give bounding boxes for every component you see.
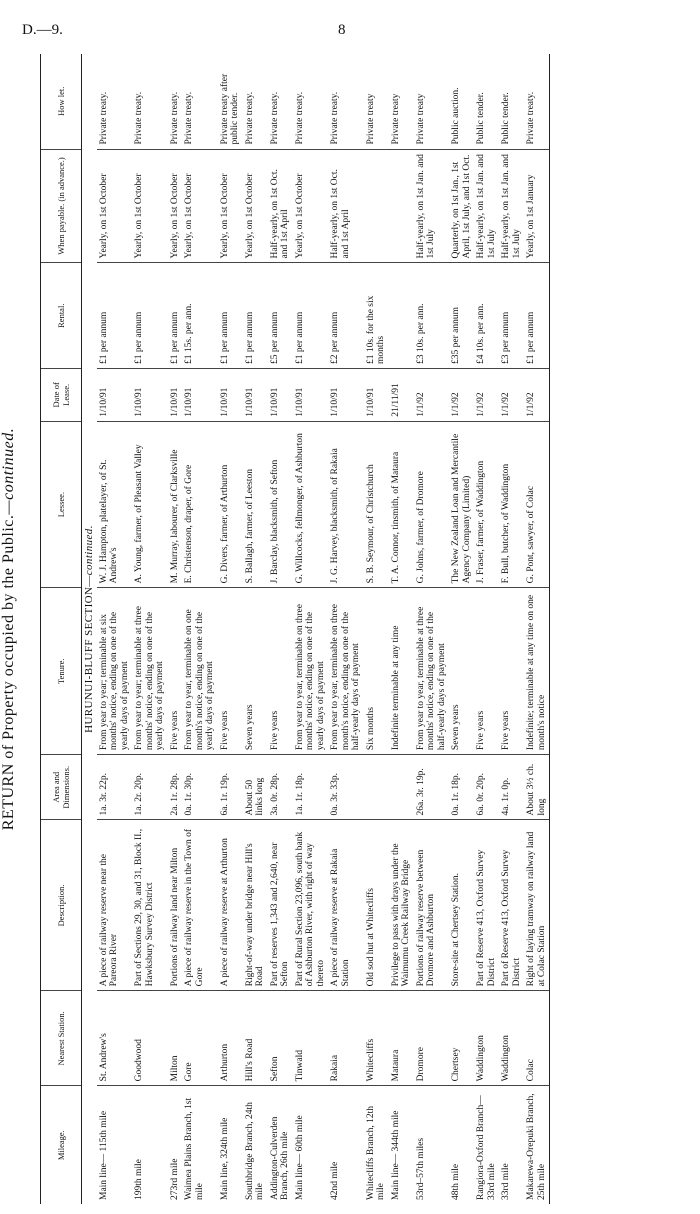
table-cell: A piece of railway reserve at Rakaia Station [328, 820, 364, 991]
table-cell: Waddington [474, 991, 499, 1086]
table-cell: Main line, 324th mile [219, 1117, 230, 1200]
table-cell: 1/10/91 [168, 368, 183, 421]
table-cell: Private treaty [364, 54, 389, 149]
table-cell: 6a. 1r. 19p. [218, 755, 243, 820]
table-cell [364, 149, 389, 263]
table-cell: Privilege to pass with drays under the Waimumu Creek Railway Bridge [389, 820, 414, 991]
table-cell: Colac [524, 991, 550, 1086]
table-cell: £1 per annum [243, 263, 268, 369]
table-row [218, 54, 243, 1204]
title-continued: —continued. [0, 427, 17, 515]
table-cell: Yearly, on 1st October [243, 149, 268, 263]
section-heading-row [82, 54, 97, 1204]
table-row [499, 54, 524, 1204]
table-cell: Half-yearly, on 1st Jan. and 1st July [474, 149, 499, 263]
table-cell: Gore [182, 991, 218, 1086]
table-cell: Waimea Plains Branch, 1st mile [184, 1097, 205, 1200]
table-cell: 1a. 1r. 18p. [293, 755, 329, 820]
table-cell: Right-of-way under bridge near Hill's Road [243, 820, 268, 991]
table-cell: £3 per annum [499, 263, 524, 369]
table-cell: Private treaty [414, 54, 450, 149]
table-cell: J. Barclay, blacksmith, of Sefton [268, 421, 293, 588]
table-cell: Chertsey [449, 991, 474, 1086]
document-reference: D.—9. [22, 22, 63, 38]
section-heading [82, 54, 97, 1204]
table-cell: 1/10/91 [243, 368, 268, 421]
rotated-page-content [0, 44, 700, 1214]
table-cell: 1a. 2r. 20p. [132, 755, 168, 820]
table-cell: 3a. 0r. 28p. [268, 755, 293, 820]
table-cell: S. Ballagh, farmer, of Leeston [243, 421, 268, 588]
table-row [524, 54, 550, 1204]
table-cell: G. Willcocks, fellmonger, of Ashburton [293, 421, 329, 588]
table-cell: Sefton [268, 991, 293, 1086]
table-cell: 1/10/91 [97, 368, 133, 421]
table-cell [364, 755, 389, 820]
table-cell: Rakaia [328, 991, 364, 1086]
table-cell: £3 10s. per ann. [414, 263, 450, 369]
table-cell: Yearly, on 1st October [218, 149, 243, 263]
table-cell: From year to year, terminable on one month's notice, ending on one of the yearly days of payment [182, 588, 218, 755]
property-return-table [40, 54, 550, 1204]
table-cell: Indefinite; terminable at any time on one month's notice [524, 588, 550, 755]
column-header: Nearest Station. [41, 991, 82, 1086]
table-row [414, 54, 450, 1204]
table-cell: Seven years [243, 588, 268, 755]
table-cell: Part of Reserve 413, Oxford Survey District [474, 820, 499, 991]
table-cell: J. G. Harvey, blacksmith, of Rakaia [328, 421, 364, 588]
table-cell: Waddington [499, 991, 524, 1086]
table-cell: Quarterly, on 1st Jan., 1st April, 1st July, and 1st Oct. [449, 149, 474, 263]
table-row [268, 54, 293, 1204]
column-header: Rental. [41, 263, 82, 369]
table-row [97, 54, 133, 1204]
table-cell: A piece of railway reserve in the Town of Gore [182, 820, 218, 991]
table-cell: Part of Rural Section 23,096, south bank of Ashburton River, with right of way thereto [293, 820, 329, 991]
table-cell: 0a. 3r. 33p. [328, 755, 364, 820]
table-cell: 2a. 1r. 28p. [168, 755, 183, 820]
table-cell: £35 per annum [449, 263, 474, 369]
table-cell: Seven years [449, 588, 474, 755]
table-cell: From year to year, terminable on three months' notice, ending on one of the yearly days of payment [293, 588, 329, 755]
table-cell: G. Divers, farmer, of Arthurton [218, 421, 243, 588]
table-cell: Main line— 60th mile [294, 1115, 305, 1200]
table-cell: Right of laying tramway on railway land at Colac Station [524, 820, 550, 991]
table-cell: £1 per annum [168, 263, 183, 369]
table-cell: 1/10/91 [364, 368, 389, 421]
table-row [293, 54, 329, 1204]
table-cell: Goodwood [132, 991, 168, 1086]
table-cell: A. Young, farmer, of Pleasant Valley [132, 421, 168, 588]
table-cell: Public tender. [474, 54, 499, 149]
column-header: When payable. (in advance.) [41, 149, 82, 263]
table-cell: 42nd mile [330, 1161, 340, 1200]
table-cell: £1 per annum [293, 263, 329, 369]
table-cell: Part of reserves 1,343 and 2,640, near Sefton [268, 820, 293, 991]
table-cell: From year to year, terminable on three month's notice, ending on one of the half-yearly days of payment [328, 588, 364, 755]
table-cell: 0a. 1r. 30p. [182, 755, 218, 820]
column-header: Date of Lease. [41, 368, 82, 421]
table-cell: 1/10/91 [218, 368, 243, 421]
table-cell: 1a. 3r. 22p. [97, 755, 133, 820]
table-cell: Mataura [389, 991, 414, 1086]
table-cell: Main line— 344th mile [390, 1110, 401, 1200]
table-cell: J. Fraser, farmer, of Waddington [474, 421, 499, 588]
table-row [243, 54, 268, 1204]
table-cell: T. A. Connor, tinsmith, of Mataura [389, 421, 414, 588]
table-cell: F. Bull, butcher, of Waddington [499, 421, 524, 588]
table-row [168, 54, 183, 1204]
table-cell: Public tender. [499, 54, 524, 149]
table-cell: 1/1/92 [524, 368, 550, 421]
table-cell: Five years [474, 588, 499, 755]
section-name: HURUNUI-BLUFF SECTION— [83, 575, 95, 733]
table-cell: £1 10s. for the six months [364, 263, 389, 369]
table-cell: Yearly, on 1st October [182, 149, 218, 263]
table-cell: Private treaty after public tender. [218, 54, 243, 149]
table-cell: Half-yearly, on 1st Jan. and 1st July [499, 149, 524, 263]
table-cell: Part of Sections 29, 30, and 31, Block II., Hawksbury Survey District [132, 820, 168, 991]
table-cell: Yearly, on 1st October [97, 149, 133, 263]
title-main: RETURN of Property occupied by the Public. [0, 514, 17, 831]
table-cell: £2 per annum [328, 263, 364, 369]
table-cell: From year to year; terminable at three months' notice, ending on one of the yearly days of payment [132, 588, 168, 755]
table-cell: 21/11/91 [389, 368, 414, 421]
table-cell: Old sod hut at Whitecliffs [364, 820, 389, 991]
table-cell: Portions of railway land near Milton [168, 820, 183, 991]
table-cell: Private treaty. [132, 54, 168, 149]
table-cell: 33rd mile [501, 1163, 511, 1200]
table-cell: £1 per annum [524, 263, 550, 369]
table-cell: G. Johns, farmer, of Dromore [414, 421, 450, 588]
table-cell: Private treaty [389, 54, 414, 149]
table-cell: Private treaty. [268, 54, 293, 149]
table-cell: Half-yearly, on 1st Jan. and 1st July [414, 149, 450, 263]
table-cell: Yearly, on 1st October [168, 149, 183, 263]
table-cell: A piece of railway reserve near the Pareora River [97, 820, 133, 991]
table-cell: Private treaty. [182, 54, 218, 149]
table-cell: 0a. 1r. 18p. [449, 755, 474, 820]
table-cell: £1 15s. per ann. [182, 263, 218, 369]
table-cell: 1/1/92 [449, 368, 474, 421]
table-cell: 53rd–57th miles [415, 1137, 426, 1200]
column-header: How let. [41, 54, 82, 149]
table-cell: 1/1/92 [414, 368, 450, 421]
table-cell: Part of Reserve 413, Oxford Survey District [499, 820, 524, 991]
table-cell: Hill's Road [243, 991, 268, 1086]
table-cell: Store-site at Chertsey Station. [449, 820, 474, 991]
table-cell: Five years [168, 588, 183, 755]
table-cell [389, 755, 414, 820]
page-title [0, 44, 18, 1214]
table-cell: £4 10s. per ann. [474, 263, 499, 369]
table-cell: Yearly, on 1st October [293, 149, 329, 263]
table-cell: Five years [218, 588, 243, 755]
table-cell: 26a. 3r. 19p. [414, 755, 450, 820]
table-row [364, 54, 389, 1204]
table-cell: A piece of railway reserve at Arthurton [218, 820, 243, 991]
table-cell: Yearly, on 1st January [524, 149, 550, 263]
table-cell: 6a. 0r. 20p. [474, 755, 499, 820]
table-cell: Addington-Culverden Branch, 26th mile [269, 1116, 290, 1200]
table-cell: Private treaty. [328, 54, 364, 149]
table-cell: Private treaty. [524, 54, 550, 149]
column-header: Area and Dimensions. [41, 755, 82, 820]
table-cell: Dromore [414, 991, 450, 1086]
table-cell: Makarewa-Orepuki Branch, 25th mile [524, 1086, 550, 1204]
table-cell: The New Zealand Loan and Mercantile Agency Company (Limited) [449, 421, 474, 588]
table-cell: Six months [364, 588, 389, 755]
table-cell: Five years [499, 588, 524, 755]
table-cell: Main line— 115th mile [98, 1110, 109, 1200]
table-cell: Five years [268, 588, 293, 755]
table-cell: Portions of railway reserve between Dromore and Ashburton [414, 820, 450, 991]
table-cell: Milton [168, 991, 183, 1086]
section-continued: continued. [83, 525, 95, 576]
table-cell: 1/1/92 [474, 368, 499, 421]
table-cell: 1/10/91 [328, 368, 364, 421]
table-cell: 199th mile [134, 1159, 144, 1200]
table-cell: Private treaty. [243, 54, 268, 149]
table-cell: Tinwald [293, 991, 329, 1086]
table-cell: £1 per annum [97, 263, 133, 369]
table-cell: E. Christenson, draper, of Gore [182, 421, 218, 588]
table-row [474, 54, 499, 1204]
column-header: Description. [41, 820, 82, 991]
table-cell: 1/10/91 [268, 368, 293, 421]
table-cell: G. Pont, sawyer, of Colac [524, 421, 550, 588]
table-row [182, 54, 218, 1204]
table-cell: £5 per annum [268, 263, 293, 369]
table-cell: Yearly, on 1st October [132, 149, 168, 263]
table-cell: M. Murray, labourer, of Clarksville [168, 421, 183, 588]
table-cell: S. B. Seymour, of Christchurch [364, 421, 389, 588]
table-cell: About 50 links long [243, 755, 268, 820]
column-header: Lessee. [41, 421, 82, 588]
table-row [389, 54, 414, 1204]
table-cell: From year to year; terminable at six months' notice, ending on one of the yearly days of payment [97, 588, 133, 755]
table-cell: Whitecliffs Branch, 12th mile [365, 1105, 386, 1200]
table-cell: 1/1/92 [499, 368, 524, 421]
table-cell: 1/10/91 [293, 368, 329, 421]
table-header-row [41, 54, 82, 1204]
table-cell: Half-yearly, on 1st Oct. and 1st April [328, 149, 364, 263]
table-cell: St. Andrew's [97, 991, 133, 1086]
table-cell: Half-yearly, on 1st Oct. and 1st April [268, 149, 293, 263]
table-cell: From year to year, terminable at three months' notice, ending on one of the half-yearly days of payment [414, 588, 450, 755]
table-row [328, 54, 364, 1204]
table-cell: 48th mile [451, 1163, 461, 1200]
table-cell: Whitecliffs [364, 991, 389, 1086]
table-cell: Arthurton [218, 991, 243, 1086]
page-number: 8 [338, 22, 346, 38]
table-cell: Private treaty. [168, 54, 183, 149]
column-header: Mileage. [41, 1086, 82, 1204]
table-cell: 4a. 1r. 0p. [499, 755, 524, 820]
table-cell: £1 per annum [132, 263, 168, 369]
table-cell: Private treaty. [97, 54, 133, 149]
table-row [449, 54, 474, 1204]
column-header: Tenure. [41, 588, 82, 755]
table-cell: Southbridge Branch, 24th mile [244, 1102, 265, 1200]
table-cell: 1/10/91 [132, 368, 168, 421]
table-cell: About 3½ ch. long [524, 755, 550, 820]
table-row [132, 54, 168, 1204]
table-cell [389, 149, 414, 263]
table-cell: Public auction. [449, 54, 474, 149]
table-cell: W. J. Hampton, platelayer, of St. Andrew's [97, 421, 133, 588]
table-cell: £1 per annum [218, 263, 243, 369]
table-cell: Indefinite terminable at any time [389, 588, 414, 755]
table-cell: Private treaty. [293, 54, 329, 149]
table-cell: 273rd mile [169, 1158, 180, 1200]
table-cell: Rangiora-Oxford Branch— 33rd mile [476, 1095, 497, 1200]
table-cell [389, 263, 414, 369]
table-cell: 1/10/91 [182, 368, 218, 421]
